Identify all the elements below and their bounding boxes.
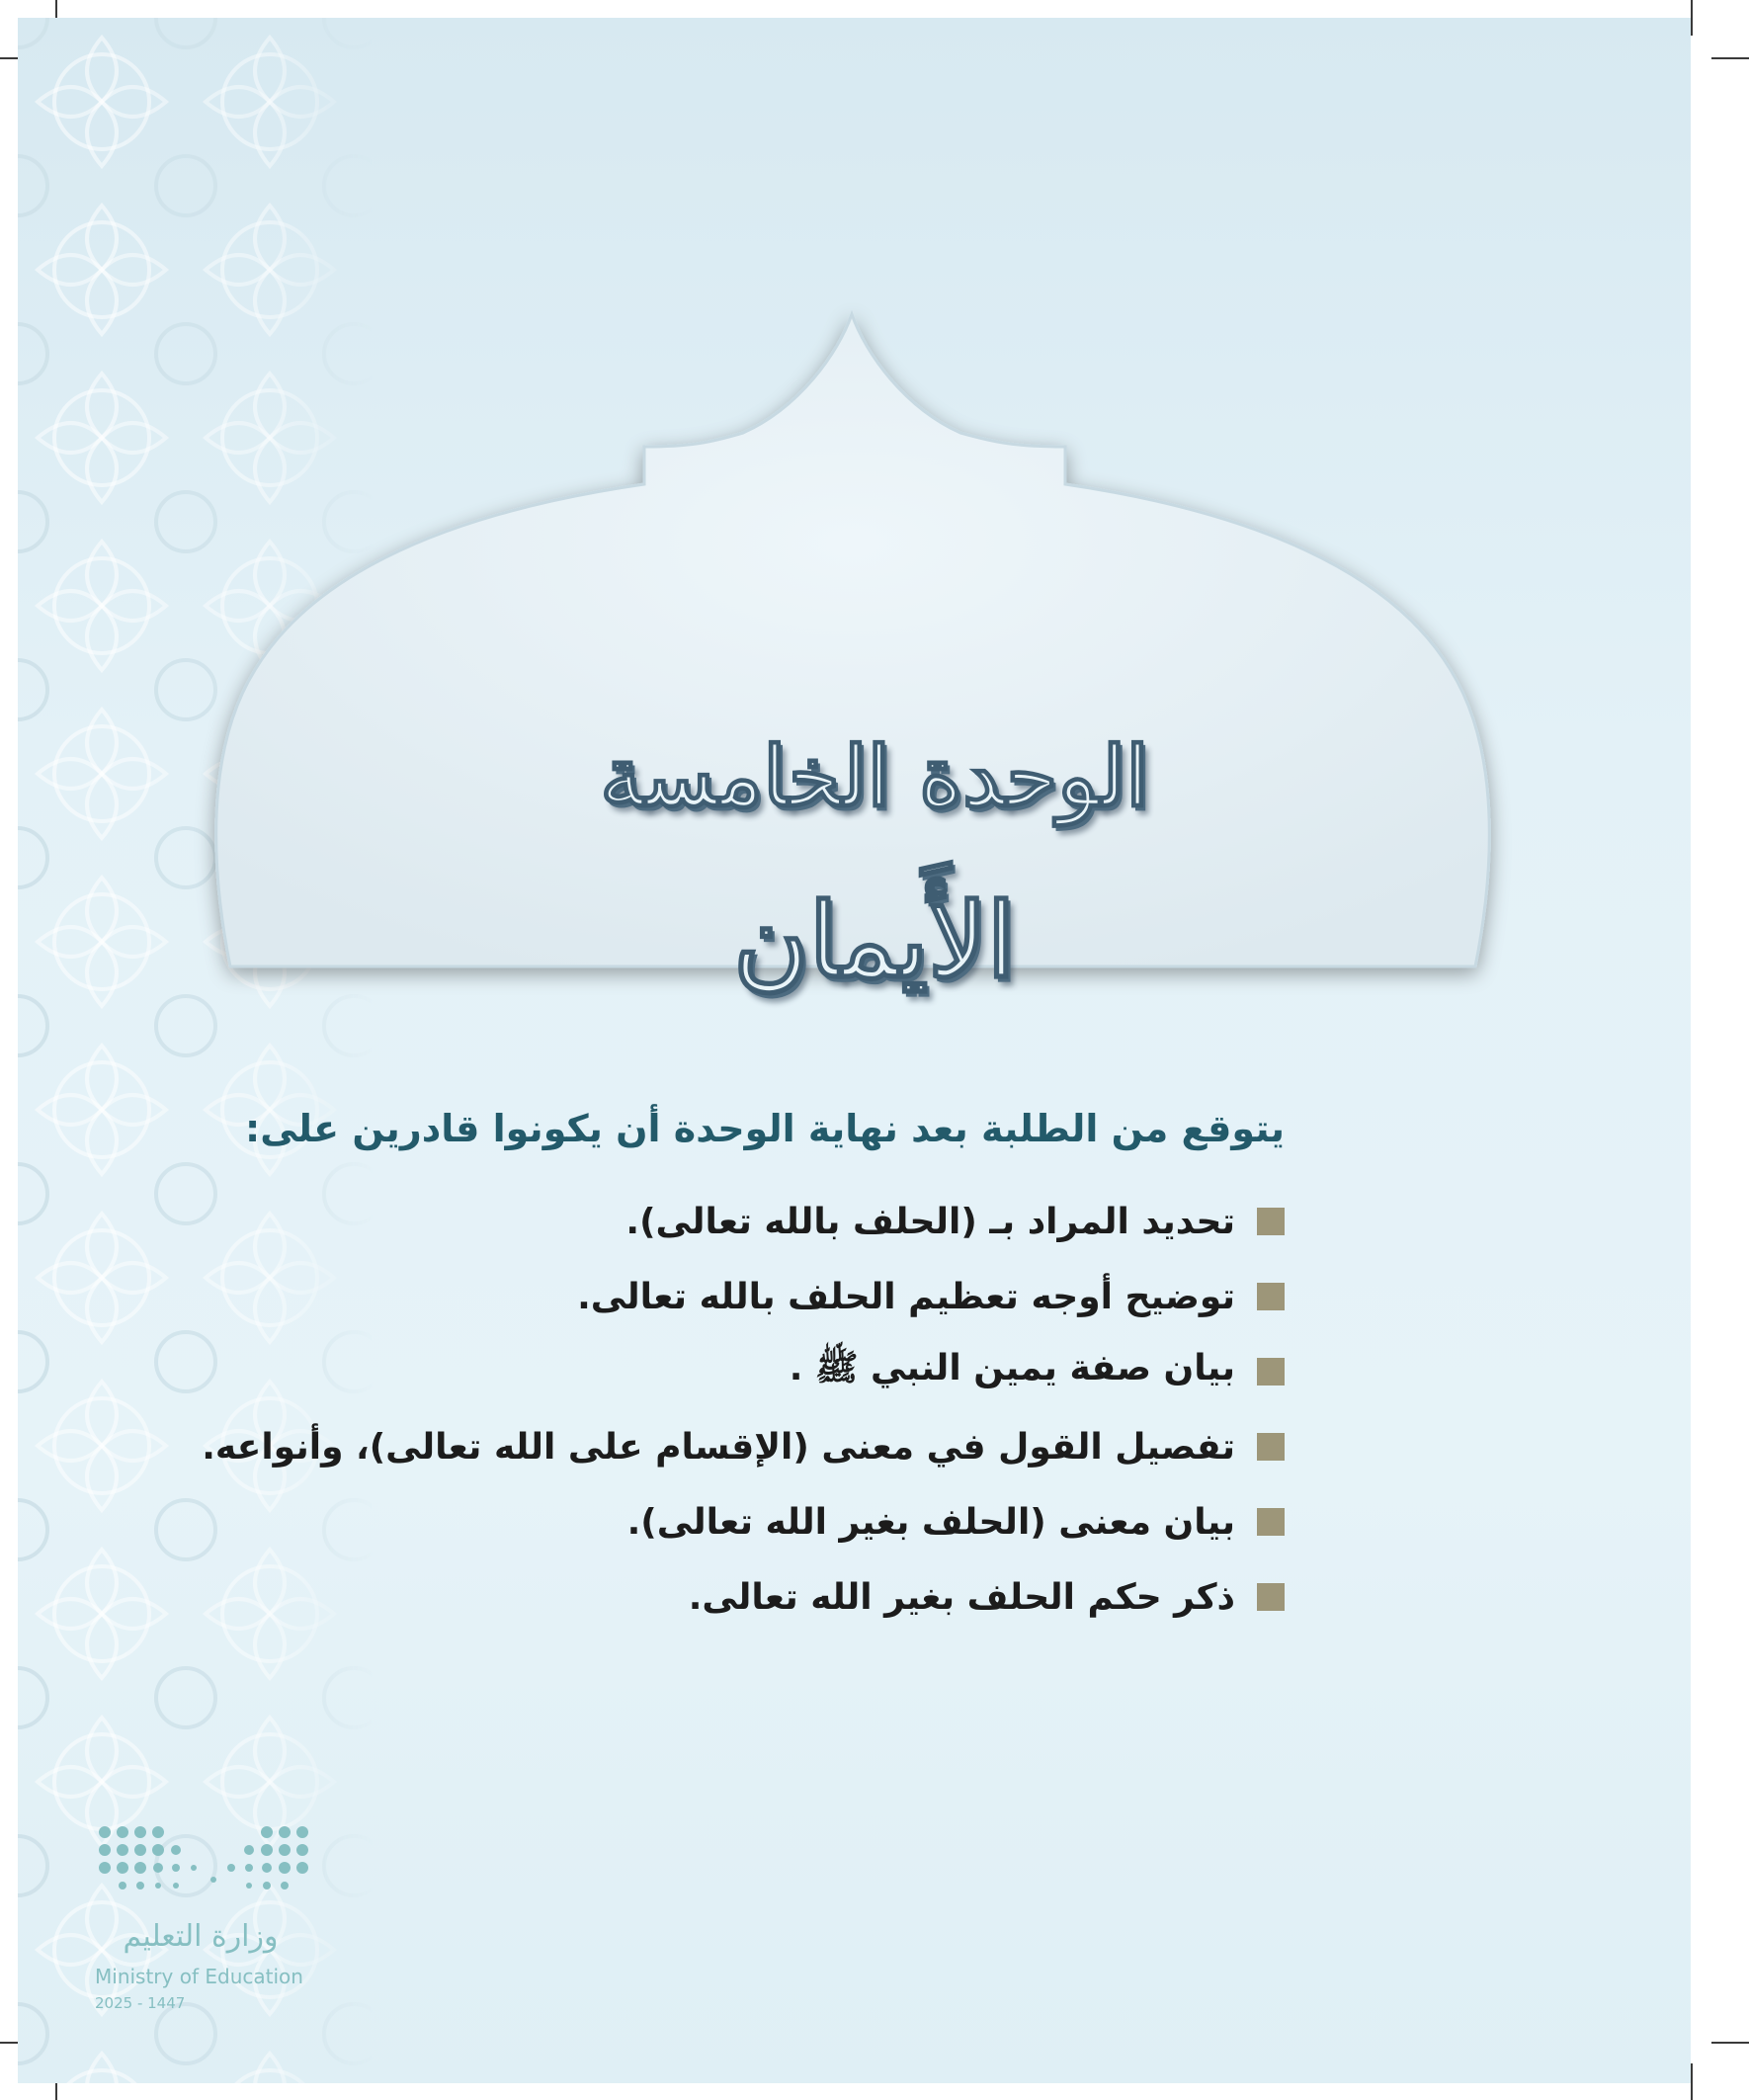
crop-mark [1711, 57, 1749, 59]
square-bullet-icon [1257, 1508, 1285, 1536]
objectives-section [202, 1107, 1285, 1635]
unit-title: الوحدة الخامسة [600, 727, 1149, 825]
crop-mark [1711, 2042, 1749, 2044]
logo-arabic-text: وزارة التعليم [123, 1919, 279, 1954]
objective-item [202, 1409, 1285, 1484]
objective-item [296, 1184, 1285, 1259]
content-panel [18, 18, 1691, 2083]
square-bullet-icon [1257, 1583, 1285, 1611]
dots-logo-icon [95, 1820, 312, 1899]
objective-text: ذكر حكم الحلف بغير الله تعالى. [688, 1576, 1235, 1618]
objective-item [296, 1334, 1285, 1409]
square-bullet-icon [1257, 1358, 1285, 1386]
square-bullet-icon [1257, 1208, 1285, 1235]
crop-mark [1691, 2063, 1693, 2100]
objectives-intro: يتوقع من الطلبة بعد نهاية الوحدة أن يكونوا قادرين على: [245, 1107, 1285, 1150]
objective-text: توضيح أوجه تعظيم الحلف بالله تعالى. [577, 1276, 1235, 1317]
objective-item [296, 1484, 1285, 1559]
dome-frame [18, 18, 1691, 2083]
objective-item [296, 1259, 1285, 1334]
objective-text: بيان صفة يمين النبي ﷺ . [789, 1348, 1235, 1388]
objective-text: بيان معنى (الحلف بغير الله تعالى). [626, 1501, 1235, 1543]
objective-item [296, 1559, 1285, 1635]
subject-title: الأَيمان [733, 880, 1016, 1001]
logo-english-text: Ministry of Education [95, 1965, 303, 1988]
objective-text: تحديد المراد بـ (الحلف بالله تعالى). [625, 1201, 1235, 1242]
crop-mark [1691, 0, 1693, 36]
objective-text: تفصيل القول في معنى (الإقسام على الله تعالى)، وأنواعه. [202, 1426, 1235, 1468]
square-bullet-icon [1257, 1433, 1285, 1461]
square-bullet-icon [1257, 1283, 1285, 1310]
logo-year-text: 2025 - 1447 [95, 1994, 186, 2012]
ministry-logo [95, 1820, 332, 2012]
